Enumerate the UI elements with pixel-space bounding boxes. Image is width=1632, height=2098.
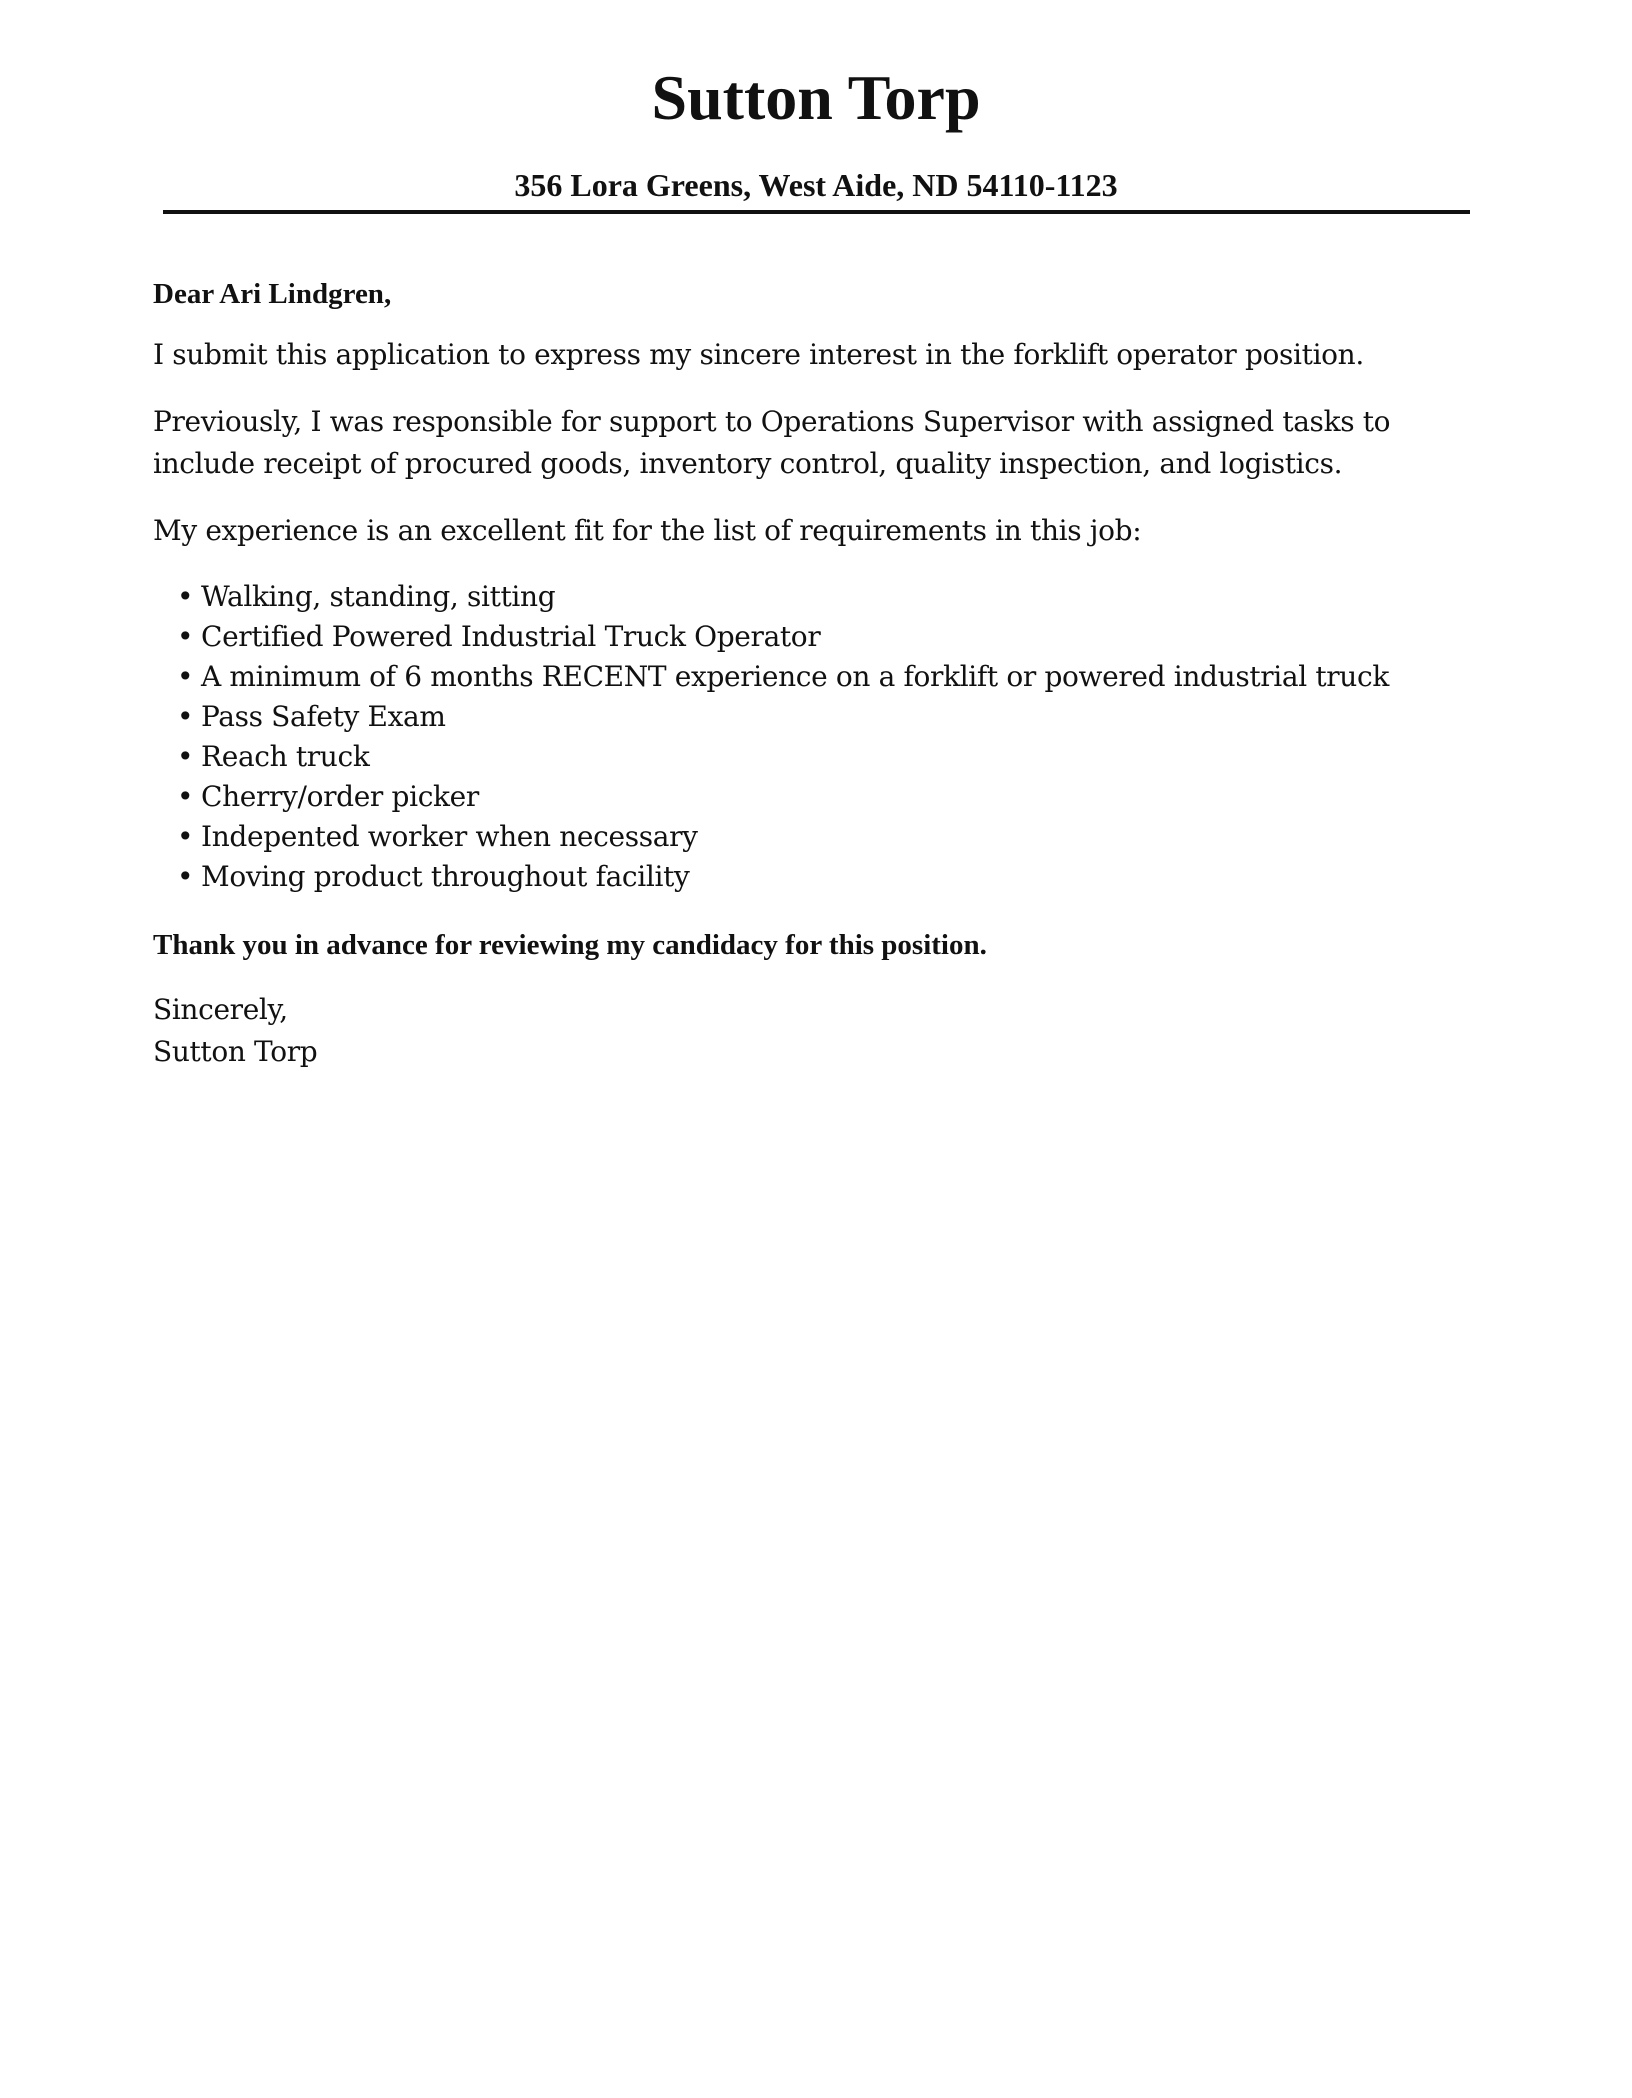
- valediction: Sincerely,: [153, 993, 288, 1026]
- list-item: [177, 777, 1473, 817]
- list-item: [177, 617, 1473, 657]
- list-item-text: Moving product throughout facility: [201, 860, 690, 893]
- bullet-icon: •: [177, 660, 194, 693]
- list-item: [177, 817, 1473, 857]
- list-item-text: Certified Powered Industrial Truck Operator: [201, 620, 821, 653]
- experience-paragraph: Previously, I was responsible for support to Operations Supervisor with assigned tasks to include receipt of procured goods, inventory control, quality inspection, and logistics.: [153, 405, 1391, 480]
- list-item-text: A minimum of 6 months RECENT experience on a forklift or powered industrial truck: [201, 660, 1389, 693]
- list-item-text: Indepented worker when necessary: [201, 820, 698, 853]
- bullet-icon: •: [177, 820, 194, 853]
- bullet-icon: •: [177, 620, 194, 653]
- letter-body: [153, 270, 1473, 1073]
- bullet-icon: •: [177, 700, 194, 733]
- list-item-text: Walking, standing, sitting: [201, 580, 556, 613]
- requirements-list: [153, 577, 1473, 897]
- list-item: [177, 857, 1473, 897]
- sender-address: 356 Lora Greens, West Aide, ND 54110-1123: [514, 167, 1118, 203]
- bullet-icon: •: [177, 780, 194, 813]
- list-item: [177, 657, 1473, 697]
- header-divider: [163, 210, 1470, 214]
- list-item-text: Pass Safety Exam: [201, 700, 446, 733]
- bullet-icon: •: [177, 860, 194, 893]
- closing-note: Thank you in advance for reviewing my candidacy for this position.: [153, 929, 987, 961]
- bullet-icon: •: [177, 740, 194, 773]
- bullet-icon: •: [177, 580, 194, 613]
- intro-paragraph: I submit this application to express my sincere interest in the forklift operator position.: [153, 338, 1364, 371]
- signature-name: Sutton Torp: [153, 1035, 318, 1068]
- list-item-text: Cherry/order picker: [201, 780, 479, 813]
- requirements-intro: My experience is an excellent fit for the list of requirements in this job:: [153, 514, 1142, 547]
- list-item: [177, 737, 1473, 777]
- list-item: [177, 697, 1473, 737]
- list-item-text: Reach truck: [201, 740, 370, 773]
- sender-name: Sutton Torp: [651, 62, 981, 133]
- salutation: Dear Ari Lindgren,: [153, 278, 392, 310]
- list-item: [177, 577, 1473, 617]
